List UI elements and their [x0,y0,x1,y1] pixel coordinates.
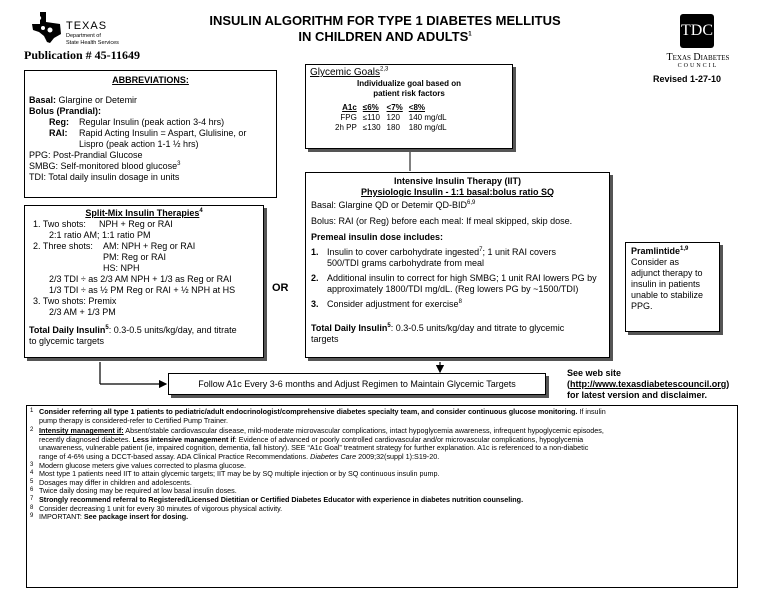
follow-up-box [168,373,546,395]
iit-basal: Basal: Glargine QD or Detemir QD-BID$^{6,9}$ [311,200,476,210]
abbr-rai-cont: Lispro (peak action 1-1 ½ hrs) [79,139,199,149]
dshs-logo-line1: TEXAS [66,20,108,32]
glycemic-goals-box [305,64,513,149]
iit-item3: 3. Consider adjustment for exercise$^8$ [311,299,462,309]
abbr-tdi: TDI: Total daily insulin dosage in units [29,172,180,182]
tdc-line2: COUNCIL [677,63,719,69]
publication-number: Publication # 45-11649 [24,48,141,62]
tdc-monogram-icon: TDC [680,14,714,48]
abbr-smbg: SMBG: Self-monitored blood glucose$^3$ [29,161,181,171]
website-link-line: (http://www.texasdiabetescouncil.org) [567,379,730,389]
footnote-9: 9 IMPORTANT: See package insert for dosing. [30,512,189,522]
dshs-logo [30,10,140,50]
glycemic-table [332,103,450,133]
footnotes-box [26,405,738,588]
footnote-2: 2 Intensity management if: Absent/stable cardiovascular disease, mild-moderate microvascular complications, intact hypoglycemia awareness, infrequent hypoglycemic episodes, recently diagnosed diabetes. Less intensive management if: Evidence of advanced or poorly controlled cardiovascular and/or microvascular complications, hypoglycemia unawareness, vulnerable patient (ie, impaired cognition, dementia, fall history). SEE “A1c Goal” treatment strategy for further explanation. A1c is referenced to a non-diabetic range of 4-6% using a DCCT-based assay. ADA Clinical Practice Recommendations. Diabetes Care 2009;32(suppl 1):S19-20. [30,426,604,461]
split-l8: 3. Two shots: Premix [33,296,117,306]
split-l5: HS: NPH [103,263,140,273]
split-l2: 2:1 ratio AM; 1:1 ratio PM [49,230,151,240]
pramlintide-l5: PPG. [631,301,653,311]
abbr-rai: RAI: Rapid Acting Insulin = Aspart, Glulisine, or [49,128,247,138]
iit-total-cont: targets [311,334,339,344]
split-l1: 1. Two shots: NPH + Reg or RAI [33,219,173,229]
pramlintide-l1: Consider as [631,257,680,267]
abbr-basal: Basal: Glargine or Detemir [29,95,138,105]
glycemic-sub1: Individualize goal based on [356,79,461,88]
iit-total: Total Daily Insulin$^5$: 0.3-0.5 units/kg/day and titrate to glycemic [311,323,565,333]
texas-map-logo-icon [30,10,64,44]
abbr-reg: Reg: Regular Insulin (peak action 3-4 hrs) [49,117,225,127]
abbreviations-heading: ABBREVIATIONS: [112,75,189,85]
footnote-4: 4 Most type 1 patients need IIT to attain glycemic targets; IIT may be by SQ multiple injection or by SQ continuous insulin pump. [30,469,440,479]
split-total: Total Daily Insulin$^5$: 0.3-0.5 units/kg/day, and titrate [29,325,237,335]
glycemic-row-pp: 2h PP ≤130 180 180 mg/dL [335,123,447,132]
iit-bolus: Bolus: RAI (or Reg) before each meal: If meal skipped, skip dose. [311,216,573,226]
footnote-7: 7 Strongly recommend referral to Registered/Licensed Dietitian or Certified Diabetes Educator with experience in diabetes nutrition counseling. [30,494,524,504]
split-l3: 2. Three shots: AM: NPH + Reg or RAI [33,241,196,251]
iit-item2: 2. Additional insulin to correct for high SMBG; 1 unit RAI lowers PG by approximately 1800/TDI mg/dL. (Reg lowers PG by ~1500/TDI) [311,273,597,294]
tdc-logo [652,14,744,70]
glycemic-heading: Glycemic Goals$^{2,3}$ [310,66,389,78]
abbreviations-box [24,70,277,198]
split-l6: 2/3 TDI ÷ as 2/3 AM NPH + 1/3 as Reg or RAI [49,274,232,284]
pramlintide-l2: adjunct therapy to [631,268,703,278]
split-l7: 1/3 TDI ÷ as ½ PM Reg or RAI + ½ NPH at HS [49,285,236,295]
abbr-bolus: Bolus (Prandial): [29,106,102,116]
footnote-8: 8 Consider decreasing 1 unit for every 30 minutes of vigorous physical activity. [30,503,283,513]
split-l4: PM: Reg or RAI [103,252,167,262]
iit-item1: 1. Insulin to cover carbohydrate ingested$^7$; 1 unit RAI covers 500/TDI grams carbohydrate from meal [311,247,556,268]
pramlintide-l4: unable to stabilize [631,290,704,300]
page-title [170,13,600,45]
title-line1: INSULIN ALGORITHM FOR TYPE 1 DIABETES MELLITUS [209,13,561,28]
abbr-ppg: PPG: Post-Prandial Glucose [29,150,143,160]
iit-heading2: Physiologic Insulin - 1:1 basal:bolus ratio SQ [360,187,555,197]
dshs-logo-line3: State Health Services [66,40,119,46]
dshs-logo-line2: Department of [66,33,101,39]
footnote-5: 5 Dosages may differ in children and adolescents. [30,477,192,487]
glycemic-sub2: patient risk factors [373,89,445,98]
pramlintide-heading: Pramlintide$^{1,9}$ [631,246,689,256]
iit-box [305,172,610,358]
split-mix-heading: Split-Mix Insulin Therapies$^4$ [85,208,203,218]
footnote-1: 1 Consider referring all type 1 patients to pediatric/adult endocrinologist/comprehensive diabetes specialty team, and consider continuous glucose monitoring. If insulin pump therapy is considered-refer to Certified Pump Trainer. [30,407,606,425]
split-mix-box [24,205,264,358]
footnote-6: 6 Twice daily dosing may be required at low basal insulin doses. [30,486,237,496]
tdc-line1: Texas Diabetes [666,52,730,63]
website-note [567,368,729,401]
iit-premeal: Premeal insulin dose includes: [311,232,444,242]
iit-heading1: Intensive Insulin Therapy (IIT) [393,176,522,186]
title-line2: IN CHILDREN AND ADULTS$^1$ [298,29,472,44]
split-total-cont: to glycemic targets [29,336,105,346]
split-l9: 2/3 AM + 1/3 PM [49,307,116,317]
glycemic-row-fpg: FPG ≤110 120 140 mg/dL [340,113,447,122]
pramlintide-l3: insulin in patients [631,279,701,289]
revised-date: Revised 1-27-10 [653,74,722,84]
footnote-3: 3 Modern glucose meters give values corrected to plasma glucose. [30,460,246,470]
pramlintide-box [625,242,720,332]
follow-up-text: Follow A1c Every 3-6 months and Adjust Regimen to Maintain Glycemic Targets [198,379,516,389]
website-line1: See web site [567,368,622,378]
or-label: OR [272,282,289,294]
glycemic-row-a1c: A1c ≤6% <7% <8% [342,103,426,112]
website-link[interactable]: http://www.texasdiabetescouncil.org [570,379,727,389]
website-line3: for latest version and disclaimer. [567,390,708,400]
